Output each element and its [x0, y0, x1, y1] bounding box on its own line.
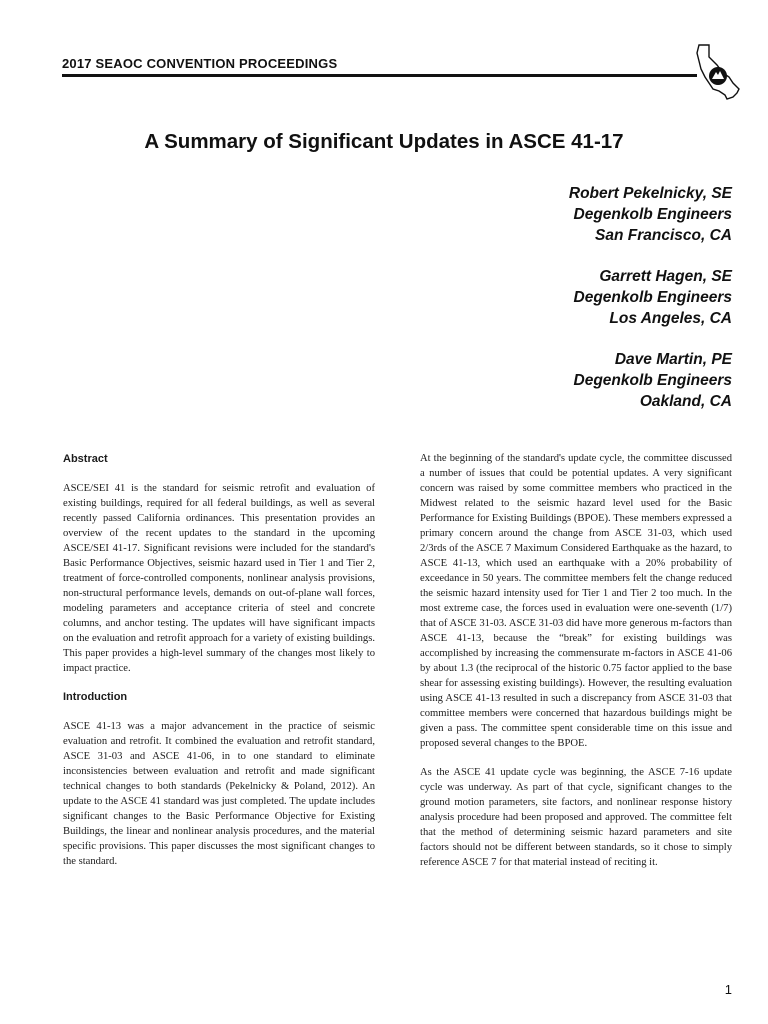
- seaoc-logo-icon: [693, 43, 743, 101]
- body-paragraph: As the ASCE 41 update cycle was beginning, the ASCE 7-16 update cycle was underway. As part of that cycle, significant changes to the ground motion parameters, site factors, and nonlinear response history analysis procedure had been proposed and approved. The committee felt that the method of determining seismic hazard parameters and site factors should not be different between standards, so it chose to simply reference ASCE 7 for that material instead of reciting it.: [420, 767, 732, 868]
- body-paragraph: At the beginning of the standard's update cycle, the committee discussed a number of issues that could be potential updates. A very significant concern was raised by some committee members who practiced in the Midwest related to the seismic hazard level used for the Basic Performance for Existing Buildings (BPOE). These members expressed a primary concern around the change from ASCE 31-03, which used 2/3rds of the ASCE 7 Maximum Considered Earthquake as the hazard, to ASCE 41-13, which used an earthquake with a 20% probability of exceedance in 50 years. The committee members felt the change reduced the seismic hazard intensity used for Tier 1 and Tier 2 too much. In the most extreme case, the forces used in evaluation were one-seventh (1/7) that of ASCE 31-03. ASCE 31-03 did have more generous m-factors than ASCE 41-13, because the “break” for existing buildings was accomplished by increasing the commensurate m-factors in ASCE 41-06 by about 1.3 (the reciprocal of the historic 0.75 factor applied to the base shear for assessing existing buildings). However, the resulting evaluation using ASCE 41-13 resulted in such a discrepancy from ASCE 31-03 that committee members were concerned that hazardous buildings might be given a pass. The committee spent considerable time on this issue and proposed several changes to the BPOE.: [420, 453, 732, 749]
- left-column: [63, 452, 375, 883]
- page-number: 1: [724, 982, 732, 997]
- header-rule: [62, 74, 697, 77]
- right-column: [420, 451, 732, 884]
- paper-title: A Summary of Significant Updates in ASCE 41-17: [144, 130, 624, 153]
- header-title: 2017 SEAOC CONVENTION PROCEEDINGS: [62, 56, 338, 71]
- abstract-heading: Abstract: [63, 453, 108, 465]
- author-block: [569, 266, 732, 329]
- author-name: Robert Pekelnicky, SE: [568, 185, 732, 202]
- author-location: Los Angeles, CA: [609, 310, 732, 327]
- author-block: [569, 349, 732, 412]
- abstract-text: ASCE/SEI 41 is the standard for seismic retrofit and evaluation of existing buildings, required for all federal buildings, as well as several recently passed California ordinances. This presentation provides an overview of the recent updates to the standard in the upcoming ASCE/SEI 41-17. Significant revisions were included for the standard's Basic Performance Objectives, seismic hazard used in Tier 1 and Tier 2, treatment of force-controlled components, nonlinear analysis provisions, non-structural performance levels, demands on out-of-plane wall forces, modeling parameters and acceptance criteria of steel and concrete columns, and anchor testing. The updates will have significant impacts on the evaluation and retrofit approach for a variety of existing buildings. This paper provides a high-level summary of the changes most likely to impact practice.: [63, 483, 375, 674]
- author-affiliation: Degenkolb Engineers: [573, 206, 732, 223]
- author-name: Dave Martin, PE: [614, 351, 732, 368]
- introduction-text: ASCE 41-13 was a major advancement in the practice of seismic evaluation and retrofit. It combined the evaluation and retrofit standard, ASCE 31-03 and ASCE 41-06, in to one standard to eliminate inconsistencies between evaluation and retrofit and made significant technical changes to both standards (Pekelnicky & Poland, 2012). An update to the ASCE 41 standard was just completed. The update includes significant changes to the Basic Performance Objective for Existing Buildings, the linear and nonlinear analysis procedures, and the material specific provisions. This paper discusses the most significant changes to the standard.: [63, 721, 375, 867]
- introduction-heading: Introduction: [63, 691, 128, 703]
- author-location: San Francisco, CA: [595, 227, 732, 244]
- author-name: Garrett Hagen, SE: [599, 268, 732, 285]
- author-affiliation: Degenkolb Engineers: [573, 372, 732, 389]
- author-location: Oakland, CA: [639, 393, 732, 410]
- author-block: [569, 183, 732, 246]
- author-list: [569, 183, 732, 432]
- author-affiliation: Degenkolb Engineers: [573, 289, 732, 306]
